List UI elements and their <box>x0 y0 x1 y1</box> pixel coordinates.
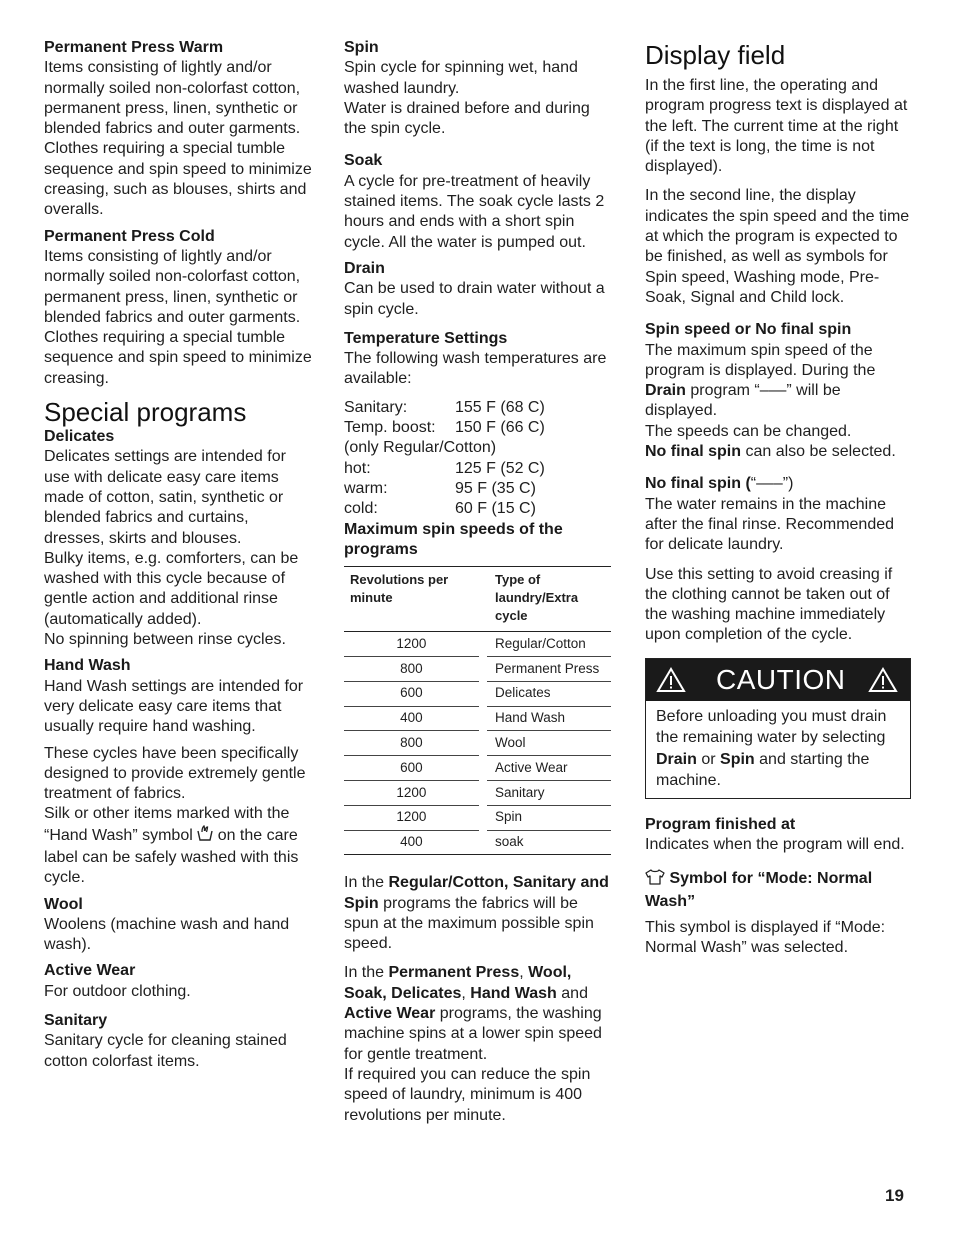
text-fragment: programs, the washing machine spins at a lower spin speed for gentle treatment. <box>344 1005 602 1063</box>
table-row <box>344 756 611 781</box>
text-spin-speed-3 <box>645 442 911 462</box>
text-display-line-1: In the first line, the operating and program progress text is displayed at the left. The current time at the right (if the text is long, the time is not displayed). <box>645 77 908 176</box>
text-max-spin-programs <box>344 873 612 954</box>
heading-hand-wash: Hand Wash <box>44 657 131 675</box>
heading-permanent-press-warm: Permanent Press Warm <box>44 39 224 56</box>
text-spin-2: Water is drained before and during the spin cycle. <box>344 99 590 138</box>
table-cell-spacer <box>479 780 487 805</box>
text-program-finished: Indicates when the program will end. <box>645 836 905 854</box>
table-cell-spacer <box>479 731 487 756</box>
text-bold-drain: Drain <box>645 382 686 400</box>
table-cell-spacer <box>479 830 487 855</box>
table-cell-type: Wool <box>487 731 611 756</box>
table-cell-type: Sanitary <box>487 780 611 805</box>
temperature-row <box>344 499 612 519</box>
warning-triangle-icon <box>656 667 686 693</box>
text-fragment: The maximum spin speed of the program is displayed. During the <box>645 341 876 379</box>
text-delicates-1: Delicates settings are intended for use with delicate easy care items made of cotton, satin, synthetic or blended fabrics and curtains, dresses, skirts and blouses. <box>44 448 286 547</box>
temperature-value: 155 F (68 C) <box>455 398 545 416</box>
text-fragment: In the <box>344 874 389 892</box>
table-row <box>344 805 611 830</box>
text-bold-no-final-spin: No final spin <box>645 443 741 461</box>
text-temperature-settings: The following wash temperatures are available: <box>344 350 607 388</box>
text-no-final-spin-2: Use this setting to avoid creasing if the clothing cannot be taken out of the washing machine immediately upon completion of the cycle. <box>645 565 893 644</box>
text-fragment: and <box>556 984 588 1002</box>
heading-soak: Soak <box>344 152 383 170</box>
heading-program-finished: Program finished at <box>645 815 796 833</box>
text-lower-spin-programs <box>344 963 612 1064</box>
text-fragment: programs the fabrics will be spun at the maximum possible spin speed. <box>344 894 594 953</box>
temperature-value: 95 F (35 C) <box>455 479 536 497</box>
table-cell-spacer <box>479 632 487 657</box>
text-symbol-normal-wash: This symbol is displayed if “Mode: Normal Wash” was selected. <box>645 918 886 957</box>
table-row <box>344 706 611 731</box>
text-fragment: Before unloading you must drain the remaining water by selecting <box>656 707 887 747</box>
heading-symbol-normal-wash <box>645 869 911 912</box>
text-fragment: and starting the machine. <box>656 750 870 790</box>
table-cell-type: Regular/Cotton <box>487 632 611 657</box>
text-wool: Woolens (machine wash and hand wash). <box>44 915 290 954</box>
temperature-label: Sanitary: <box>344 398 408 416</box>
text-fragment: , <box>519 964 529 982</box>
table-cell-rpm: 600 <box>344 681 479 706</box>
table-cell-type: Active Wear <box>487 756 611 781</box>
text-bold-wool-soak-delicates: Wool, Soak, Delicates <box>344 964 572 1002</box>
text-reduce-spin: If required you can reduce the spin speed of laundry, minimum is 400 revolutions per minute. <box>344 1065 591 1124</box>
heading-spin-speed: Spin speed or No final spin <box>645 321 852 339</box>
temperature-row <box>344 398 612 418</box>
heading-wool: Wool <box>44 895 83 913</box>
text-hand-wash-3a: Silk or other items marked with the “Hand Wash” symbol <box>44 805 290 844</box>
temperature-label: Temp. boost: <box>344 419 436 437</box>
table-row <box>344 681 611 706</box>
table-cell-spacer <box>479 706 487 731</box>
heading-drain: Drain <box>344 259 385 277</box>
table-cell-rpm: 800 <box>344 656 479 681</box>
text-bold-spin: Spin <box>720 750 755 768</box>
text-spin-speed-1 <box>645 341 911 422</box>
table-cell-rpm: 400 <box>344 830 479 855</box>
text-active-wear: For outdoor clothing. <box>44 982 191 1000</box>
text-display-line-2: In the second line, the display indicates the spin speed and the time at which the program is expected to be finished, as well as symbols for Spin speed, Washing mode, Pre-Soak, Signal and Child lock. <box>645 187 910 306</box>
table-header-type: Type of laundry/Extra cycle <box>487 567 611 632</box>
text-bold-permanent-press: Permanent Press <box>388 964 520 982</box>
table-row <box>344 780 611 805</box>
table-cell-type: Delicates <box>487 681 611 706</box>
caution-header <box>646 659 910 701</box>
text-spin-speed-2: The speeds can be changed. <box>645 422 852 440</box>
column-middle <box>344 38 612 1126</box>
table-row <box>344 632 611 657</box>
table-cell-rpm: 400 <box>344 706 479 731</box>
text-delicates-2: Bulky items, e.g. comforters, can be washed with this cycle because of gentle action and additional rinse (automatically added). <box>44 549 299 628</box>
text-spin-1: Spin cycle for spinning wet, hand washed laundry. <box>344 59 578 97</box>
table-cell-type: Hand Wash <box>487 706 611 731</box>
table-cell-rpm: 1200 <box>344 780 479 805</box>
text-soak: A cycle for pre-treatment of heavily stained items. The soak cycle lasts 2 hours and ends with a short spin cycle. All the water is pumped out. <box>344 172 605 251</box>
table-cell-rpm: 600 <box>344 756 479 781</box>
text-bold-drain: Drain <box>656 750 697 768</box>
text-permanent-press-warm: Items consisting of lightly and/or normally soiled non-colorfast cotton, permanent press, linen, synthetic or blended fabrics and outer garments. Clothes requiring a special tumble sequence and spin speed to minimize creasing, such as blouses, shirts and overalls. <box>44 59 312 219</box>
temperature-row <box>344 459 612 479</box>
text-hand-wash-3b: on the care label can be safely washed with this cycle. <box>44 826 299 887</box>
table-cell-spacer <box>479 756 487 781</box>
heading-spin: Spin <box>344 39 379 56</box>
text-fragment: or <box>696 750 721 768</box>
text-fragment: can also be selected. <box>741 443 896 461</box>
spin-speed-table <box>344 566 611 855</box>
temperature-row <box>344 418 612 438</box>
temperature-row <box>344 479 612 499</box>
heading-no-final-spin <box>645 474 911 494</box>
text-bold-programs: Regular/Cotton, Sanitary and Spin <box>344 874 609 912</box>
temperature-label: cold: <box>344 500 378 518</box>
text-fragment: In the <box>344 964 389 982</box>
temperature-label: warm: <box>344 479 388 497</box>
text-sanitary: Sanitary cycle for cleaning stained cotton colorfast items. <box>44 1032 287 1070</box>
table-row <box>344 830 611 855</box>
text-no-final-spin: The water remains in the machine after the final rinse. Recommended for delicate laundry. <box>645 495 895 554</box>
table-cell-rpm: 1200 <box>344 632 479 657</box>
text-fragment: “–––”) <box>750 475 794 493</box>
table-cell-rpm: 1200 <box>344 805 479 830</box>
temperature-list <box>344 398 612 520</box>
text-permanent-press-cold: Items consisting of lightly and/or normally soiled non-colorfast cotton, permanent press, linen, synthetic or blended fabrics and outer garments. Clothes requiring a special tumble sequence and spin speed to minimize creasing. <box>44 247 312 387</box>
table-cell-spacer <box>479 805 487 830</box>
temperature-label: (only Regular/Cotton) <box>344 439 497 457</box>
table-cell-spacer <box>479 656 487 681</box>
heading-permanent-press-cold: Permanent Press Cold <box>44 227 215 245</box>
temperature-value: 60 F (15 C) <box>455 500 536 518</box>
text-bold-no-final-spin-heading: No final spin ( <box>645 475 751 493</box>
text-bold-hand-wash: Hand Wash <box>470 984 557 1002</box>
heading-display-field: Display field <box>645 40 786 70</box>
text-fragment: , <box>461 984 471 1002</box>
temperature-value: 125 F (52 C) <box>455 459 545 477</box>
table-cell-type: soak <box>487 830 611 855</box>
heading-max-spin: Maximum spin speeds of the programs <box>344 520 563 558</box>
text-hand-wash-3 <box>44 804 312 888</box>
temperature-row <box>344 438 612 458</box>
text-symbol-heading: Symbol for “Mode: Normal Wash” <box>645 870 873 910</box>
table-cell-type: Permanent Press <box>487 656 611 681</box>
heading-special-programs: Special programs <box>44 397 247 428</box>
heading-delicates: Delicates <box>44 428 115 446</box>
caution-title: CAUTION <box>716 663 846 695</box>
table-cell-rpm: 800 <box>344 731 479 756</box>
text-bold-active-wear: Active Wear <box>344 1005 436 1023</box>
table-header-rpm: Revolutions per minute <box>344 567 487 632</box>
table-body <box>344 632 611 855</box>
page-number: 19 <box>885 1186 904 1205</box>
text-drain: Can be used to drain water without a spin cycle. <box>344 280 605 318</box>
column-left <box>44 38 312 1072</box>
text-hand-wash-1: Hand Wash settings are intended for very delicate easy care items that usually require hand washing. <box>44 677 304 736</box>
caution-box <box>645 658 911 799</box>
text-delicates-3: No spinning between rinse cycles. <box>44 631 286 649</box>
hand-wash-tub-icon <box>197 825 213 848</box>
warning-triangle-icon <box>868 667 898 693</box>
table-row <box>344 656 611 681</box>
temperature-label: hot: <box>344 459 371 477</box>
table-cell-type: Spin <box>487 805 611 830</box>
shirt-icon <box>645 869 665 891</box>
heading-sanitary: Sanitary <box>44 1012 108 1030</box>
table-row <box>344 731 611 756</box>
caution-text <box>646 701 910 798</box>
text-fragment: program “–––” will be displayed. <box>645 382 841 420</box>
temperature-value: 150 F (66 C) <box>455 419 545 437</box>
column-right <box>645 38 911 959</box>
heading-temperature-settings: Temperature Settings <box>344 329 508 347</box>
heading-active-wear: Active Wear <box>44 962 136 980</box>
text-hand-wash-2: These cycles have been specifically designed to provide extremely gentle treatment of fabrics. <box>44 744 306 803</box>
table-cell-spacer <box>479 681 487 706</box>
